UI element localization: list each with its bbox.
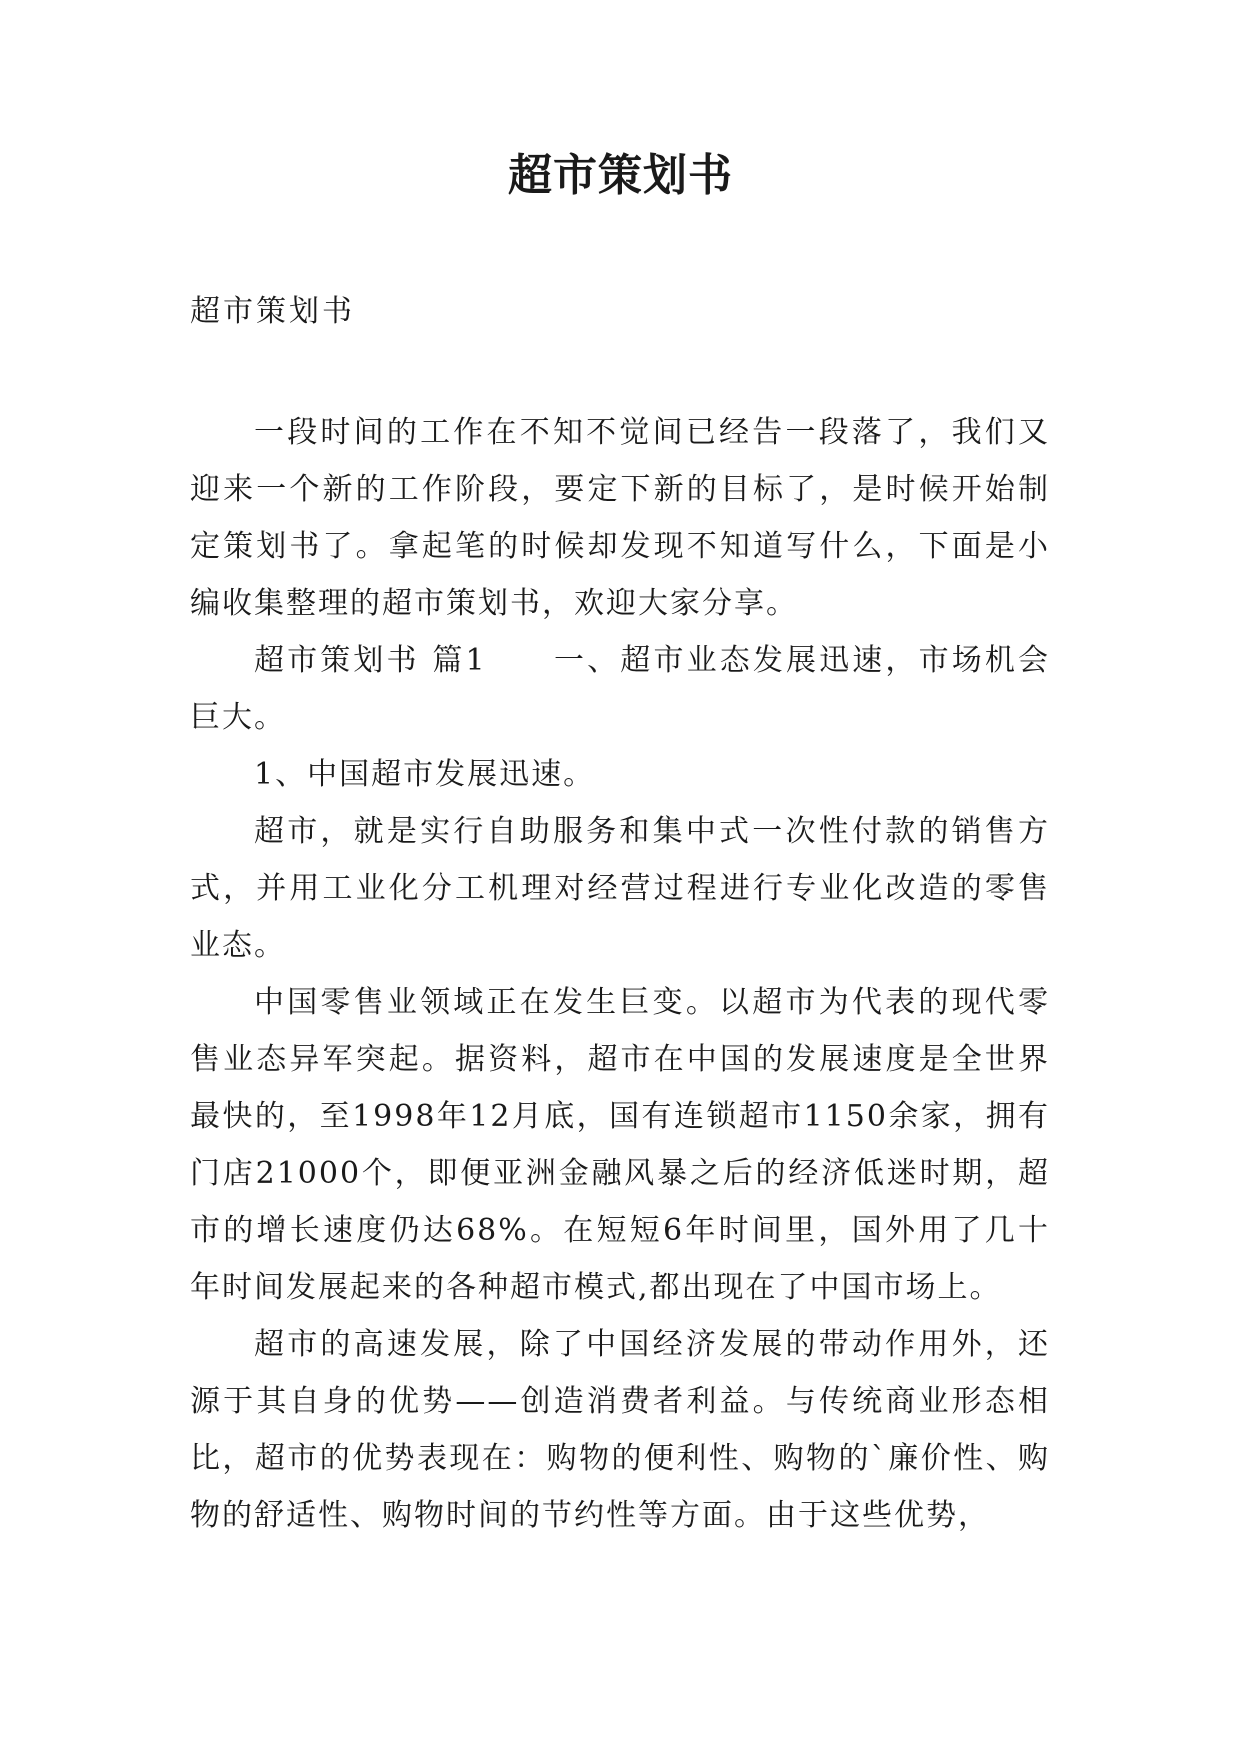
paragraph-advantages: 超市的高速发展，除了中国经济发展的带动作用外，还源于其自身的优势——创造消费者利益。与传统商业形态相比，超市的优势表现在：购物的便利性、购物的`廉价性、购物的舒适性、购物时间的节约性等方面。由于这些优势，	[190, 1327, 1050, 1533]
document-body	[190, 404, 1050, 1544]
paragraph-growth: 中国零售业领域正在发生巨变。以超市为代表的现代零售业态异军突起。据资料，超市在中国的发展速度是全世界最快的，至1998年12月底，国有连锁超市1150余家，拥有门店21000个，即便亚洲金融风暴之后的经济低迷时期，超市的增长速度仍达68%。在短短6年时间里，国外用了几十年时间发展起来的各种超市模式,都出现在了中国市场上。	[190, 985, 1050, 1305]
document-subtitle: 超市策划书	[190, 294, 355, 329]
document-title: 超市策划书	[508, 150, 733, 201]
paragraph-section-heading: 超市策划书 篇1 一、超市业态发展迅速，市场机会巨大。	[190, 643, 1050, 735]
paragraph-subheading: 1、中国超市发展迅速。	[254, 757, 596, 792]
paragraph-intro: 一段时间的工作在不知不觉间已经告一段落了，我们又迎来一个新的工作阶段，要定下新的目标了，是时候开始制定策划书了。拿起笔的时候却发现不知道写什么，下面是小编收集整理的超市策划书，欢迎大家分享。	[190, 415, 1050, 621]
paragraph-definition: 超市，就是实行自助服务和集中式一次性付款的销售方式，并用工业化分工机理对经营过程进行专业化改造的零售业态。	[190, 814, 1050, 963]
